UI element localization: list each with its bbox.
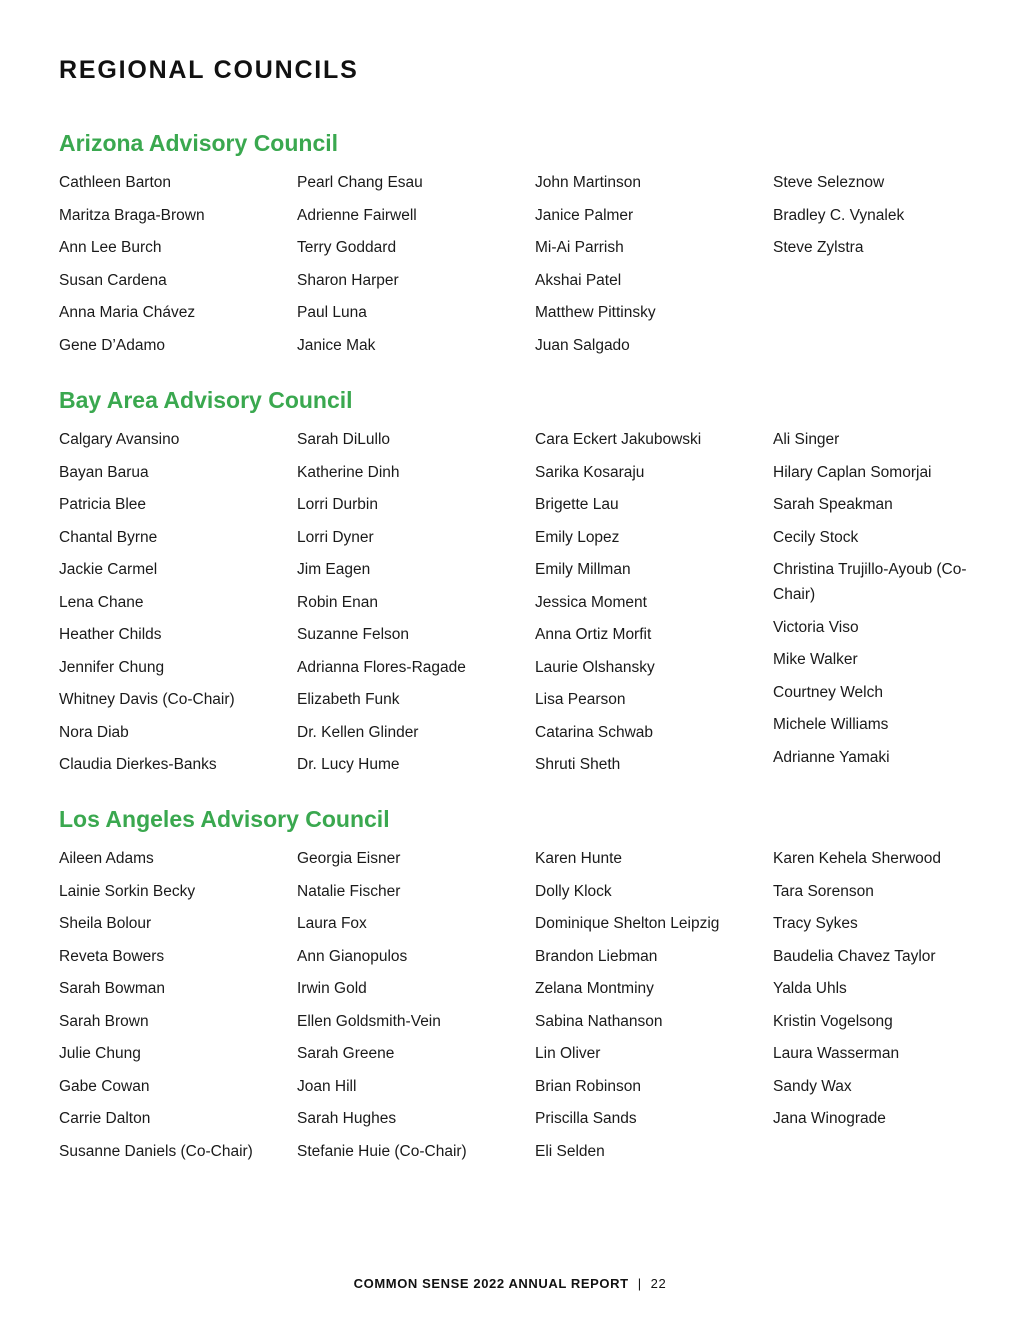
member-name: Karen Kehela Sherwood <box>773 850 942 867</box>
member-name: Baudelia Chavez Taylor <box>773 947 936 965</box>
bay-area-council-section <box>59 385 979 785</box>
member-name: Chantal Byrne <box>59 528 158 546</box>
member-name: Mike Walker <box>773 651 858 668</box>
member-name: Janice Palmer <box>535 206 634 224</box>
member-name: Reveta Bowers <box>59 947 165 965</box>
member-name: Julie Chung <box>59 1045 141 1062</box>
member-name: Brigette Lau <box>535 496 619 513</box>
member-name: Patricia Blee <box>59 496 147 513</box>
member-name: Jackie Carmel <box>59 561 158 578</box>
member-name: Robin Enan <box>297 593 379 611</box>
member-name: Lorri Dyner <box>297 528 374 546</box>
member-name: Akshai Patel <box>535 271 622 289</box>
member-name: Lainie Sorkin Becky <box>59 882 196 900</box>
member-name: Sandy Wax <box>773 1077 852 1095</box>
member-name: Maritza Braga-Brown <box>59 206 205 224</box>
footer-separator: | <box>637 1276 642 1291</box>
member-columns <box>59 170 979 365</box>
member-name: Bradley C. Vynalek <box>773 206 905 224</box>
member-columns <box>59 427 979 785</box>
member-name: Dr. Lucy Hume <box>297 756 400 773</box>
member-name: Kristin Vogelsong <box>773 1012 893 1030</box>
member-name: Heather Childs <box>59 626 162 643</box>
member-name: Hilary Caplan Somorjai <box>773 463 932 481</box>
member-name: Calgary Avansino <box>59 431 180 448</box>
member-name: Susanne Daniels (Co-Chair) <box>59 1142 253 1160</box>
member-name: Lorri Durbin <box>297 496 378 513</box>
member-name: Lena Chane <box>59 593 144 611</box>
member-name: Cecily Stock <box>773 528 859 546</box>
member-columns <box>59 846 979 1171</box>
member-name: Janice Mak <box>297 336 376 354</box>
member-name: Joan Hill <box>297 1077 357 1095</box>
member-name: Terry Goddard <box>297 239 397 256</box>
member-name: Sarah Hughes <box>297 1110 397 1127</box>
member-name: Tracy Sykes <box>773 915 858 932</box>
council-title: Bay Area Advisory Council <box>59 387 353 413</box>
member-name: Natalie Fischer <box>297 882 401 900</box>
member-name: Sarika Kosaraju <box>535 463 645 481</box>
member-name: Laurie Olshansky <box>535 658 655 676</box>
council-title: Los Angeles Advisory Council <box>59 806 390 832</box>
member-name: Sabina Nathanson <box>535 1012 663 1030</box>
member-name: Lin Oliver <box>535 1045 601 1062</box>
member-name: Ellen Goldsmith-Vein <box>297 1012 441 1030</box>
member-name: Bayan Barua <box>59 463 149 481</box>
member-name: Steve Seleznow <box>773 174 885 191</box>
member-name: Sarah DiLullo <box>297 431 391 448</box>
member-name: Carrie Dalton <box>59 1110 151 1127</box>
member-name: Michele Williams <box>773 716 889 733</box>
member-name: Sarah Bowman <box>59 980 165 997</box>
member-name: John Martinson <box>535 174 641 191</box>
member-column <box>297 846 535 1171</box>
member-name: Cathleen Barton <box>59 174 172 191</box>
member-name: Dolly Klock <box>535 882 612 900</box>
member-name: Nora Diab <box>59 723 129 741</box>
page-title: REGIONAL COUNCILS <box>59 56 359 84</box>
member-name: Brandon Liebman <box>535 947 658 965</box>
member-name: Victoria Viso <box>773 618 859 636</box>
member-name: Cara Eckert Jakubowski <box>535 431 702 448</box>
member-column <box>59 846 297 1171</box>
member-name: Gene D’Adamo <box>59 336 165 354</box>
member-name: Dominique Shelton Leipzig <box>535 915 720 932</box>
member-name: Steve Zylstra <box>773 239 864 256</box>
page-number: 22 <box>650 1276 667 1291</box>
member-name: Emily Millman <box>535 561 631 578</box>
member-name: Christina Trujillo-Ayoub (Co-Chair) <box>773 561 967 603</box>
footer-report-title: COMMON SENSE 2022 ANNUAL REPORT <box>353 1276 629 1291</box>
member-name: Laura Wasserman <box>773 1045 900 1062</box>
member-name: Pearl Chang Esau <box>297 174 423 191</box>
member-name: Suzanne Felson <box>297 626 410 643</box>
member-name: Claudia Dierkes-Banks <box>59 756 217 773</box>
member-name: Adrianna Flores-Ragade <box>297 658 466 676</box>
member-name: Aileen Adams <box>59 850 154 867</box>
member-column <box>297 170 535 365</box>
member-column <box>773 846 979 1171</box>
member-column <box>773 170 979 365</box>
member-name: Laura Fox <box>297 915 367 932</box>
arizona-council-section <box>59 128 979 365</box>
member-column <box>535 427 773 785</box>
member-name: Jennifer Chung <box>59 658 165 676</box>
member-column <box>773 427 979 785</box>
member-name: Juan Salgado <box>535 336 630 354</box>
member-name: Sarah Brown <box>59 1012 149 1030</box>
member-name: Jim Eagen <box>297 561 371 578</box>
member-name: Sheila Bolour <box>59 915 152 932</box>
member-name: Shruti Sheth <box>535 756 621 773</box>
member-name: Tara Sorenson <box>773 882 874 900</box>
member-name: Dr. Kellen Glinder <box>297 723 419 741</box>
member-name: Katherine Dinh <box>297 463 400 481</box>
member-column <box>297 427 535 785</box>
member-name: Catarina Schwab <box>535 723 654 741</box>
member-name: Susan Cardena <box>59 271 167 289</box>
member-name: Brian Robinson <box>535 1077 641 1095</box>
member-name: Jana Winograde <box>773 1110 886 1127</box>
los-angeles-council-section <box>59 804 979 1171</box>
page-footer <box>0 1276 1020 1291</box>
member-name: Irwin Gold <box>297 980 367 997</box>
member-name: Emily Lopez <box>535 528 620 546</box>
member-name: Anna Ortiz Morfit <box>535 626 652 643</box>
member-name: Stefanie Huie (Co-Chair) <box>297 1142 467 1160</box>
member-name: Courtney Welch <box>773 683 883 701</box>
member-name: Whitney Davis (Co-Chair) <box>59 691 235 708</box>
member-name: Zelana Montminy <box>535 980 654 997</box>
member-name: Sarah Greene <box>297 1045 395 1062</box>
member-name: Mi-Ai Parrish <box>535 239 624 256</box>
member-name: Adrienne Fairwell <box>297 206 417 224</box>
member-name: Adrianne Yamaki <box>773 748 890 766</box>
member-name: Paul Luna <box>297 304 367 321</box>
member-name: Georgia Eisner <box>297 850 401 867</box>
member-name: Ann Gianopulos <box>297 947 408 965</box>
member-name: Elizabeth Funk <box>297 691 400 708</box>
member-name: Priscilla Sands <box>535 1110 637 1127</box>
member-column <box>59 427 297 785</box>
member-name: Karen Hunte <box>535 850 623 867</box>
member-column <box>535 170 773 365</box>
member-name: Yalda Uhls <box>773 980 847 997</box>
member-column <box>535 846 773 1171</box>
member-name: Gabe Cowan <box>59 1077 150 1095</box>
member-name: Jessica Moment <box>535 593 647 611</box>
council-title: Arizona Advisory Council <box>59 130 339 156</box>
member-name: Sharon Harper <box>297 271 399 289</box>
member-name: Eli Selden <box>535 1142 605 1160</box>
member-name: Lisa Pearson <box>535 691 626 708</box>
member-name: Ali Singer <box>773 431 840 448</box>
member-name: Matthew Pittinsky <box>535 304 656 321</box>
member-name: Ann Lee Burch <box>59 239 162 256</box>
member-column <box>59 170 297 365</box>
member-name: Anna Maria Chávez <box>59 304 196 321</box>
member-name: Sarah Speakman <box>773 496 893 513</box>
